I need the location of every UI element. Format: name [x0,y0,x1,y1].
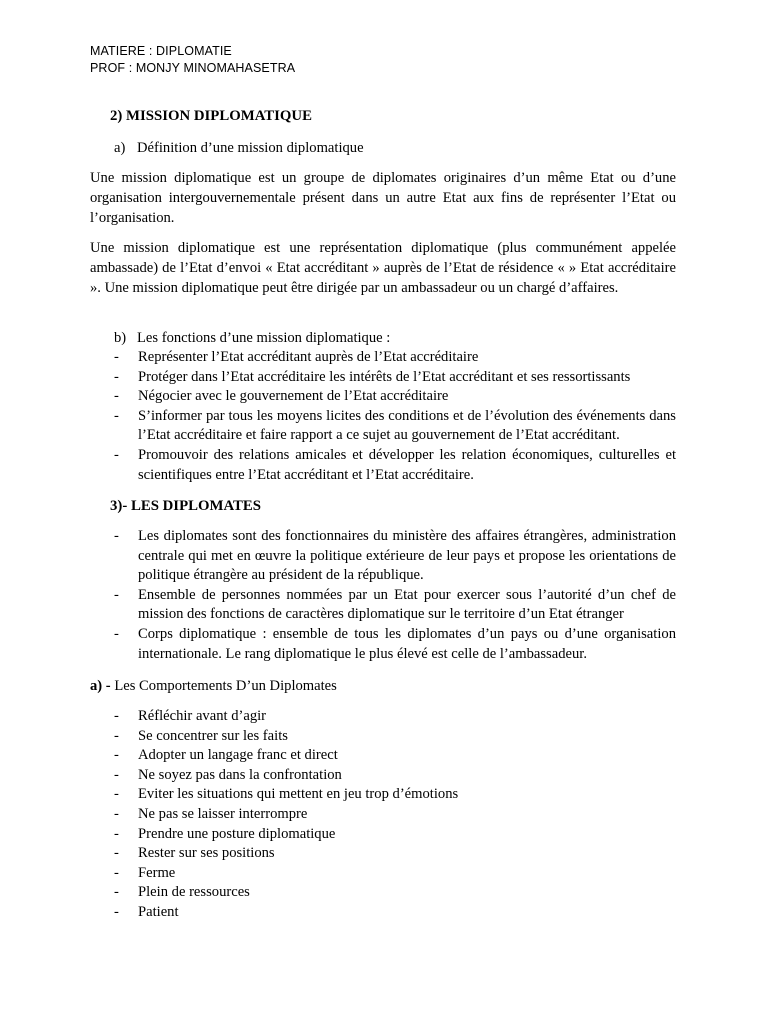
list-item: - Protéger dans l’Etat accréditaire les intérêts de l’Etat accréditant et ses ressortissants [114,368,631,385]
paragraph-definition-2: Une mission diplomatique est une représentation diplomatique (plus communément appelée ambassade) de l’Etat d’envoi « Etat accréditant » auprès de l’Etat de résidence « » Etat accréditaire ». Une mission diplomatique peut être dirigée par un ambassadeur ou un chargé d’affaires. [90,240,676,296]
list-item: - Rester sur ses positions [114,845,275,862]
list-item: - Eviter les situations qui mettent en jeu trop d’émotions [114,786,459,803]
list-item: - Adopter un langage franc et direct [114,747,338,764]
behaviors-list [114,707,676,923]
list-item: - Plein de ressources [114,884,250,901]
header-professor: PROF : MONJY MINOMAHASETRA [90,61,296,75]
section-2-subheading-a [114,140,364,157]
section-2-title: 2) MISSION DIPLOMATIQUE [110,108,312,124]
subheading-marker: a) - [90,678,111,694]
subheading-text: Définition d’une mission diplomatique [137,140,364,156]
paragraph-definition-1: Une mission diplomatique est un groupe de diplomates originaires d’un même Etat ou d’une organisation intergouvernementale présent dans un autre Etat aux fins de représenter l’Etat ou l’organisation. [90,170,676,226]
subheading-text: Les Comportements D’un Diplomates [110,678,337,694]
section-2-subheading-b [114,330,390,347]
list-item: - S’informer par tous les moyens licites des conditions et de l’évolution des événements dans l’Etat accréditaire et faire rapport a ce sujet au gouvernement de l’Etat accréditant. [114,407,676,444]
section-3-title: 3)- LES DIPLOMATES [110,498,262,514]
section-3-subheading-a [90,678,337,695]
functions-list [114,348,676,485]
list-item: - Réfléchir avant d’agir [114,708,267,724]
list-item: - Ferme [114,864,176,881]
subheading-marker: a) [114,140,126,156]
subheading-text: Les fonctions d’une mission diplomatique : [137,330,391,346]
diplomates-list [114,527,676,664]
list-item: - Représenter l’Etat accréditant auprès de l’Etat accréditaire [114,349,479,365]
document-header [90,43,295,77]
list-item: - Prendre une posture diplomatique [114,825,336,842]
list-item: - Corps diplomatique : ensemble de tous les diplomates d’un pays ou d’une organisation internationale. Le rang diplomatique le plus élevé est celle de l’ambassadeur. [114,625,676,662]
list-item: - Ensemble de personnes nommées par un Etat pour exercer sous l’autorité d’un chef de mission des fonctions de caractères diplomatique sur le territoire d’un Etat étranger [114,586,676,623]
list-item: - Promouvoir des relations amicales et développer les relation économiques, culturelles et scientifiques entre l’Etat accréditant et l’Etat accréditaire. [114,446,676,483]
list-item: - Patient [114,903,179,920]
list-item: - Les diplomates sont des fonctionnaires du ministère des affaires étrangères, administration centrale qui met en œuvre la politique extérieure de leur pays et propose les orientations de politique étrangère au président de la république. [114,528,676,584]
list-item: - Ne pas se laisser interrompre [114,805,308,822]
list-item: - Se concentrer sur les faits [114,727,288,744]
list-item: - Négocier avec le gouvernement de l’Etat accréditaire [114,388,449,405]
list-item: - Ne soyez pas dans la confrontation [114,766,342,783]
header-subject: MATIERE : DIPLOMATIE [90,44,232,58]
subheading-marker: b) [114,330,127,346]
